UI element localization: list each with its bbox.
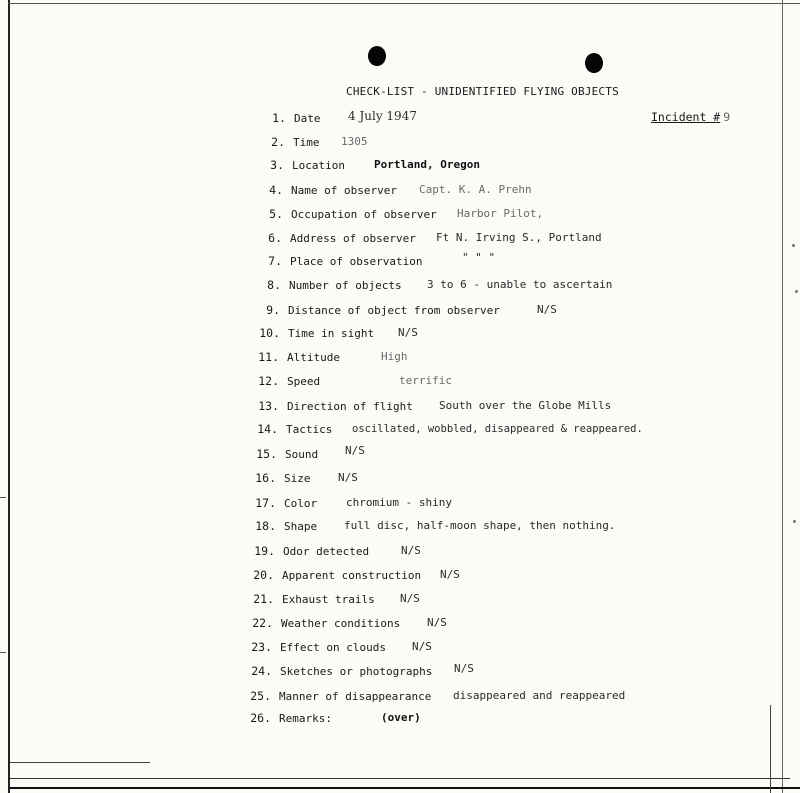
item-value: Capt. K. A. Prehn	[419, 183, 532, 196]
item-value: full disc, half-moon shape, then nothing.	[344, 519, 616, 532]
item-number: 11.	[258, 350, 279, 364]
scan-speck	[792, 244, 795, 247]
incident-label: Incident #	[651, 110, 721, 124]
item-label: Exhaust trails	[282, 593, 375, 606]
checklist-row-sound	[241, 444, 365, 462]
item-label: Altitude	[287, 351, 340, 364]
item-label: Time	[293, 136, 320, 149]
incident-number	[651, 110, 730, 124]
item-value: High	[381, 350, 408, 363]
checklist-row-address	[246, 230, 602, 246]
checklist-row-sketches	[236, 662, 474, 679]
checklist-row-clouds	[236, 639, 432, 655]
item-number: 10.	[259, 326, 280, 340]
item-label: Distance of object from observer	[288, 304, 500, 317]
item-number: 4.	[269, 183, 283, 197]
incident-value: 9	[723, 110, 731, 124]
item-number: 7.	[268, 254, 282, 268]
bottom-rule-1	[10, 762, 150, 763]
item-label: Place of observation	[290, 255, 423, 268]
item-label: Sound	[285, 448, 319, 461]
checklist-row-occupation	[247, 206, 544, 222]
item-number: 14.	[257, 422, 278, 436]
item-number: 25.	[250, 689, 271, 703]
item-value: Harbor Pilot,	[457, 207, 544, 220]
item-value: N/S	[454, 662, 474, 675]
item-number: 3.	[270, 158, 284, 172]
item-label: Time in sight	[288, 327, 375, 340]
item-label: Number of objects	[289, 279, 402, 292]
checklist-row-observer-name	[247, 182, 532, 198]
item-number: 18.	[255, 519, 276, 533]
item-value: N/S	[401, 544, 421, 557]
punch-hole-right	[585, 53, 603, 73]
checklist-row-weather	[237, 615, 447, 631]
checklist-row-tactics	[242, 421, 643, 437]
checklist-row-remarks	[235, 710, 421, 726]
bottom-rule-3	[10, 787, 800, 789]
item-number: 6.	[268, 231, 282, 245]
item-label: Color	[284, 497, 318, 510]
item-number: 5.	[269, 207, 283, 221]
checklist-row-altitude	[243, 349, 408, 365]
item-number: 20.	[253, 568, 274, 582]
item-value: 1305	[341, 135, 368, 148]
checklist-row-speed	[243, 373, 452, 389]
checklist-row-direction	[243, 398, 612, 414]
item-number: 26.	[250, 711, 271, 725]
item-number: 9.	[266, 303, 280, 317]
item-value: N/S	[537, 303, 557, 316]
item-label: Occupation of observer	[291, 208, 437, 221]
item-value: N/S	[412, 640, 432, 653]
item-value: (over)	[381, 711, 421, 724]
checklist-row-distance	[244, 302, 557, 318]
item-number: 21.	[253, 592, 274, 606]
punch-hole-left	[368, 46, 386, 66]
item-label: Size	[284, 472, 311, 485]
item-value: N/S	[427, 616, 447, 629]
checklist-row-disappearance	[235, 688, 626, 704]
checklist-row-place	[246, 251, 496, 269]
item-number: 1.	[272, 111, 286, 125]
checklist-row-time	[249, 134, 368, 150]
item-label: Manner of disappearance	[279, 690, 432, 703]
item-value: N/S	[345, 444, 365, 457]
item-number: 19.	[254, 544, 275, 558]
item-label: Location	[292, 159, 345, 172]
top-border	[8, 3, 800, 4]
item-label: Tactics	[286, 423, 333, 436]
checklist-row-number-of-objects	[245, 277, 613, 293]
checklist-row-date	[250, 109, 417, 126]
item-value: 3 to 6 - unable to ascertain	[427, 278, 613, 291]
item-value: South over the Globe Mills	[439, 399, 612, 412]
item-value: chromium - shiny	[346, 496, 452, 509]
item-label: Speed	[287, 375, 321, 388]
bottom-right-mark	[770, 705, 771, 793]
item-number: 23.	[251, 640, 272, 654]
item-value: " " "	[462, 251, 496, 264]
item-number: 12.	[258, 374, 279, 388]
item-number: 2.	[271, 135, 285, 149]
item-label: Address of observer	[290, 232, 416, 245]
item-label: Shape	[284, 520, 318, 533]
item-value: 4 July 1947	[348, 109, 417, 123]
scan-speck	[795, 290, 798, 293]
item-label: Date	[294, 112, 321, 125]
left-tick-1	[0, 497, 6, 498]
item-number: 17.	[255, 496, 276, 510]
checklist-row-color	[240, 495, 452, 511]
checklist-row-odor	[239, 543, 421, 559]
checklist-row-location	[248, 157, 480, 173]
item-label: Weather conditions	[281, 617, 401, 630]
checklist-row-shape	[240, 518, 616, 534]
checklist-row-construction	[238, 567, 460, 583]
item-value: terrific	[399, 374, 452, 387]
document-title: CHECK-LIST - UNIDENTIFIED FLYING OBJECTS	[346, 85, 619, 98]
right-border	[782, 0, 783, 793]
item-number: 22.	[252, 616, 273, 630]
bottom-rule-2	[10, 778, 790, 779]
item-value: Portland, Oregon	[374, 158, 480, 171]
checklist-row-time-in-sight	[244, 325, 418, 341]
left-tick-2	[0, 652, 6, 653]
item-value: N/S	[440, 568, 460, 581]
item-value: N/S	[338, 471, 358, 484]
left-border	[8, 0, 10, 793]
item-value: N/S	[398, 326, 418, 339]
item-label: Name of observer	[291, 184, 397, 197]
item-number: 16.	[255, 471, 276, 485]
item-value: N/S	[400, 592, 420, 605]
item-label: Direction of flight	[287, 400, 413, 413]
item-value: Ft N. Irving S., Portland	[436, 231, 602, 244]
item-label: Apparent construction	[282, 569, 422, 582]
item-label: Remarks:	[279, 712, 332, 725]
item-number: 24.	[251, 664, 272, 678]
scan-speck	[793, 520, 796, 523]
checklist-row-size	[240, 470, 358, 486]
item-label: Odor detected	[283, 545, 370, 558]
item-number: 13.	[258, 399, 279, 413]
item-number: 8.	[267, 278, 281, 292]
item-label: Effect on clouds	[280, 641, 386, 654]
checklist-row-exhaust	[238, 591, 420, 607]
item-number: 15.	[256, 447, 277, 461]
item-value: disappeared and reappeared	[453, 689, 626, 702]
item-label: Sketches or photographs	[280, 665, 433, 678]
item-value: oscillated, wobbled, disappeared & reappeared.	[352, 423, 643, 435]
